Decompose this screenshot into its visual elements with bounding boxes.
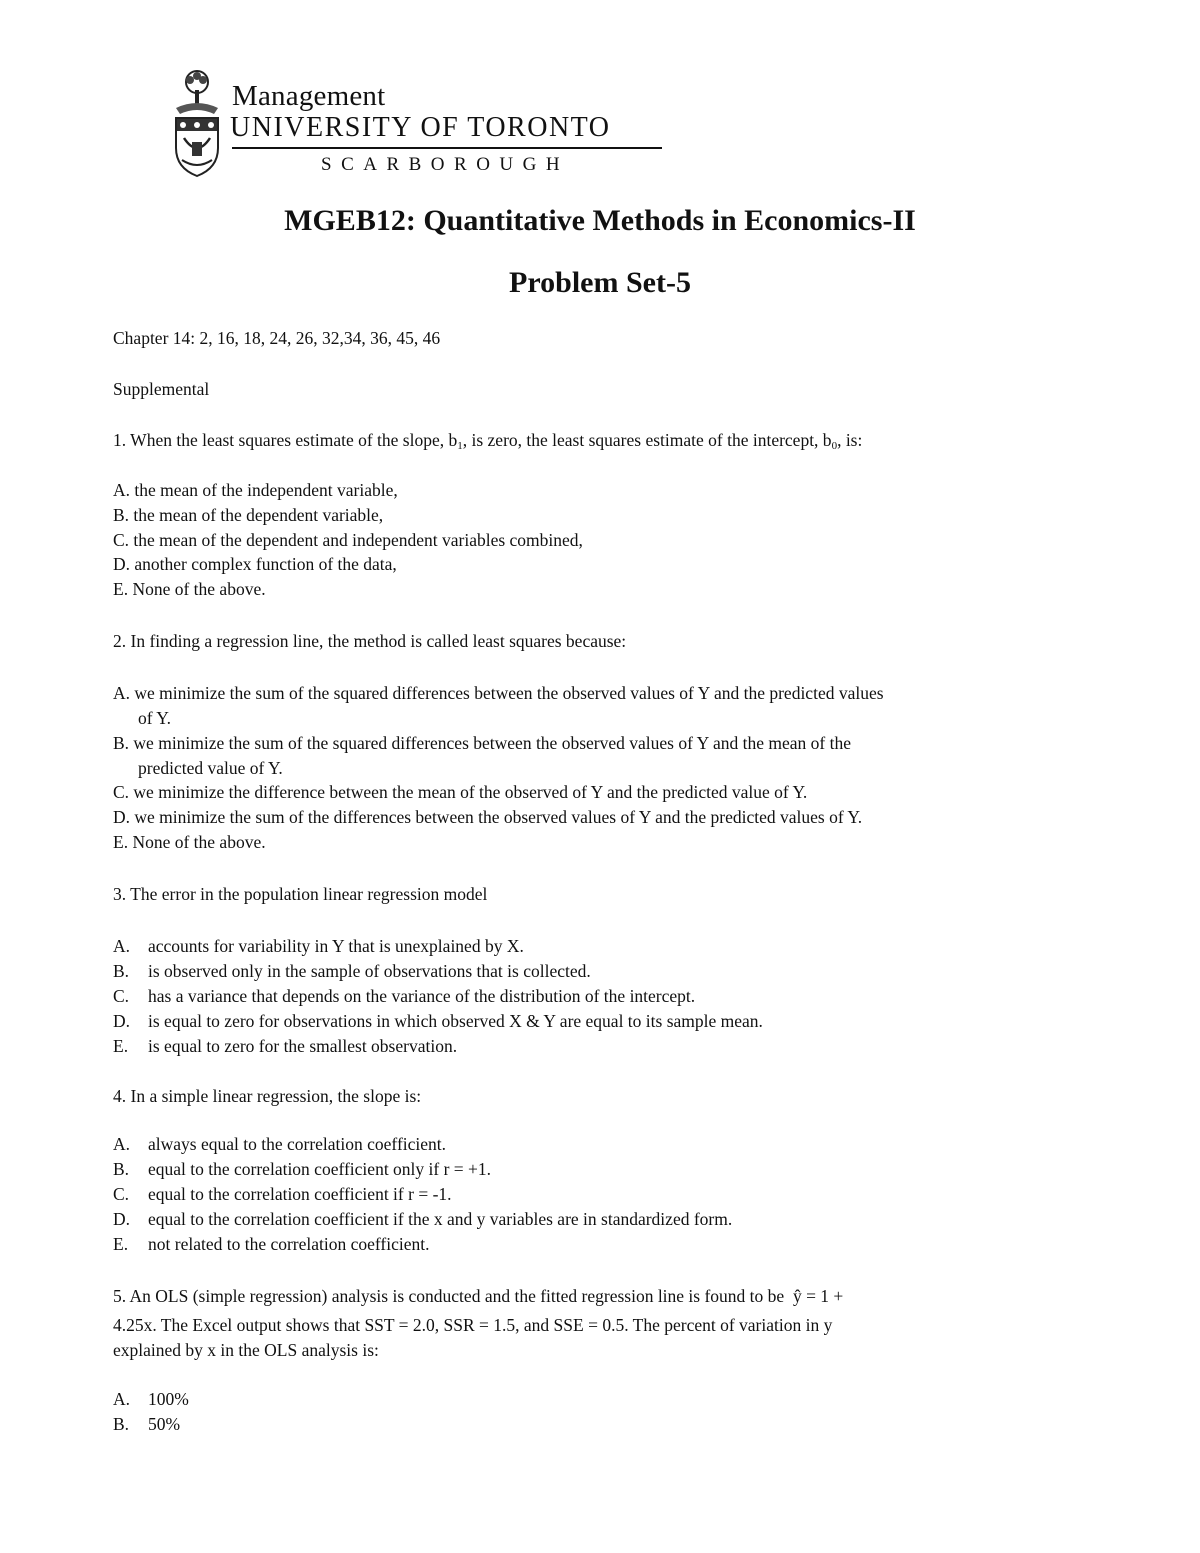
q3-option-b [113,961,591,982]
logo-divider [232,147,662,149]
course-title: MGEB12: Quantitative Methods in Economics-II [284,204,916,237]
q1-part2: , is zero, the least squares estimate of the intercept, b [462,430,832,450]
q5-line1a: 5. An OLS (simple regression) analysis is conducted and the fitted regression line is found to be [113,1286,785,1306]
question-2: 2. In finding a regression line, the method is called least squares because: [113,631,627,651]
q4-letter-d: D. [113,1209,131,1229]
q4-option-e [113,1234,430,1255]
q1-option-e: E. None of the above. [113,579,266,599]
q2-option-b: B. we minimize the sum of the squared differences between the observed values of Y and the mean of the [113,733,851,753]
set-title: Problem Set-5 [509,266,691,299]
q4-option-b [113,1159,491,1180]
question-3: 3. The error in the population linear regression model [113,884,488,904]
q3-letter-e: E. [113,1036,129,1056]
q1-sub2: 0 [831,440,838,452]
q1-option-b: B. the mean of the dependent variable, [113,505,384,525]
q4-letter-b: B. [113,1159,130,1179]
q4-letter-a: A. [113,1134,131,1154]
q3-text-e: is equal to zero for the smallest observation. [148,1036,458,1056]
question-1 [113,430,862,452]
q3-option-d [113,1011,763,1032]
q5-text-b: 50% [148,1414,181,1434]
question-5-line-2: 4.25x. The Excel output shows that SST = 2.0, SSR = 1.5, and SSE = 0.5. The percent of variation in y [113,1315,833,1335]
q3-letter-d: D. [113,1011,131,1031]
q4-option-a [113,1134,446,1155]
q4-letter-e: E. [113,1234,129,1254]
q3-letter-a: A. [113,936,131,956]
q2-option-d: D. we minimize the sum of the differences between the observed values of Y and the predicted values of Y. [113,807,863,827]
supplemental-heading: Supplemental [113,379,210,399]
q3-text-a: accounts for variability in Y that is unexplained by X. [148,936,524,956]
q2-option-e: E. None of the above. [113,832,266,852]
q3-text-d: is equal to zero for observations in which observed X & Y are equal to its sample mean. [148,1011,763,1031]
q5-letter-a: A. [113,1389,131,1409]
y-hat-symbol: ŷ [792,1286,802,1306]
q1-option-d: D. another complex function of the data, [113,554,397,574]
q4-option-d [113,1209,732,1230]
q2-option-c: C. we minimize the difference between the mean of the observed of Y and the predicted value of Y. [113,782,808,802]
q4-text-c: equal to the correlation coefficient if r = -1. [148,1184,452,1204]
q5-line1b: = 1 + [806,1286,844,1306]
q5-option-b [113,1414,180,1435]
q1-option-c: C. the mean of the dependent and independent variables combined, [113,530,583,550]
chapter-line: Chapter 14: 2, 16, 18, 24, 26, 32,34, 36, 45, 46 [113,328,441,348]
q4-text-d: equal to the correlation coefficient if the x and y variables are in standardized form. [148,1209,733,1229]
q3-text-b: is observed only in the sample of observations that is collected. [148,961,591,981]
q1-part3: , is: [837,430,863,450]
q4-text-b: equal to the correlation coefficient only if r = +1. [148,1159,492,1179]
logo-university: UNIVERSITY OF TORONTO [230,112,611,143]
q4-letter-c: C. [113,1184,130,1204]
crest-icon [170,68,224,178]
q4-text-a: always equal to the correlation coefficient. [148,1134,447,1154]
logo-management: Management [232,80,386,112]
q3-option-e [113,1036,457,1057]
q2-option-a-cont: of Y. [138,708,172,728]
q1-option-a: A. the mean of the independent variable, [113,480,398,500]
q3-text-c: has a variance that depends on the variance of the distribution of the intercept. [148,986,696,1006]
q3-option-c [113,986,695,1007]
q2-option-b-cont: predicted value of Y. [138,758,283,778]
q3-letter-b: B. [113,961,130,981]
logo-scarborough: SCARBOROUGH [321,154,570,175]
question-5-line-1 [113,1286,843,1307]
q2-option-a: A. we minimize the sum of the squared differences between the observed values of Y and the predicted values [113,683,884,703]
q3-option-a [113,936,524,957]
q5-text-a: 100% [148,1389,189,1409]
q5-letter-b: B. [113,1414,130,1434]
question-4: 4. In a simple linear regression, the slope is: [113,1086,422,1106]
q4-text-e: not related to the correlation coefficient. [148,1234,430,1254]
q4-option-c [113,1184,452,1205]
q1-part1: 1. When the least squares estimate of the slope, b [113,430,458,450]
q5-option-a [113,1389,189,1410]
question-5-line-3: explained by x in the OLS analysis is: [113,1340,379,1360]
q1-sub1: 1 [457,440,463,452]
q3-letter-c: C. [113,986,130,1006]
